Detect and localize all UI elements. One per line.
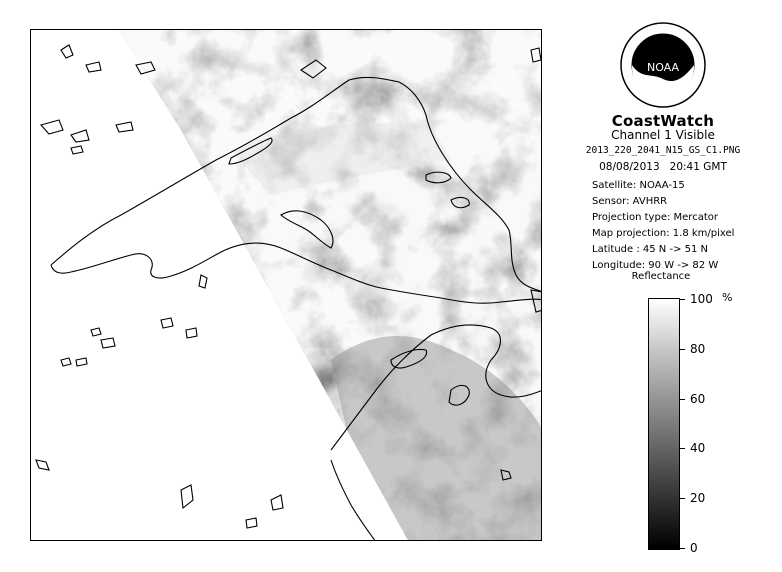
colorbar-tick-label: 0	[690, 541, 698, 555]
colorbar-tick-label: 80	[690, 341, 706, 356]
satellite-map[interactable]	[30, 29, 542, 541]
colorbar-tick-mark	[680, 299, 685, 300]
file-name: 2013_220_2041_N15_GS_C1.PNG	[585, 145, 741, 156]
colorbar-tick-label: 60	[690, 391, 706, 406]
colorbar-tick-mark	[680, 548, 685, 549]
meta-map-projection: Map projection: 1.8 km/pixel	[592, 228, 735, 239]
colorbar-tick-mark	[680, 349, 685, 350]
map-canvas	[31, 30, 542, 541]
colorbar-tick-mark	[680, 399, 685, 400]
meta-sensor: Sensor: AVHRR	[592, 196, 668, 207]
imagery-swath	[31, 30, 542, 541]
meta-projection-type: Projection type: Mercator	[592, 212, 718, 223]
channel-label: Channel 1 Visible	[611, 128, 715, 142]
acquisition-datetime	[570, 161, 756, 173]
meta-longitude: Longitude: 90 W -> 82 W	[592, 260, 719, 271]
acquisition-time: 20:41 GMT	[669, 161, 727, 173]
colorbar-tick-mark	[680, 498, 685, 499]
noaa-logo	[619, 21, 707, 109]
acquisition-date: 08/08/2013	[599, 161, 660, 173]
meta-satellite: Satellite: NOAA-15	[592, 180, 685, 191]
meta-latitude: Latitude : 45 N -> 51 N	[592, 244, 709, 255]
colorbar-tick-label: 20	[690, 491, 706, 506]
brand-title: CoastWatch	[611, 112, 715, 130]
colorbar-tick-label: 40	[690, 441, 706, 456]
colorbar-unit: %	[722, 291, 733, 304]
logo-text: NOAA	[646, 61, 680, 74]
colorbar-tick-label: 100	[690, 292, 713, 306]
colorbar-title: Reflectance	[631, 271, 691, 282]
colorbar	[648, 298, 680, 550]
colorbar-tick-mark	[680, 448, 685, 449]
